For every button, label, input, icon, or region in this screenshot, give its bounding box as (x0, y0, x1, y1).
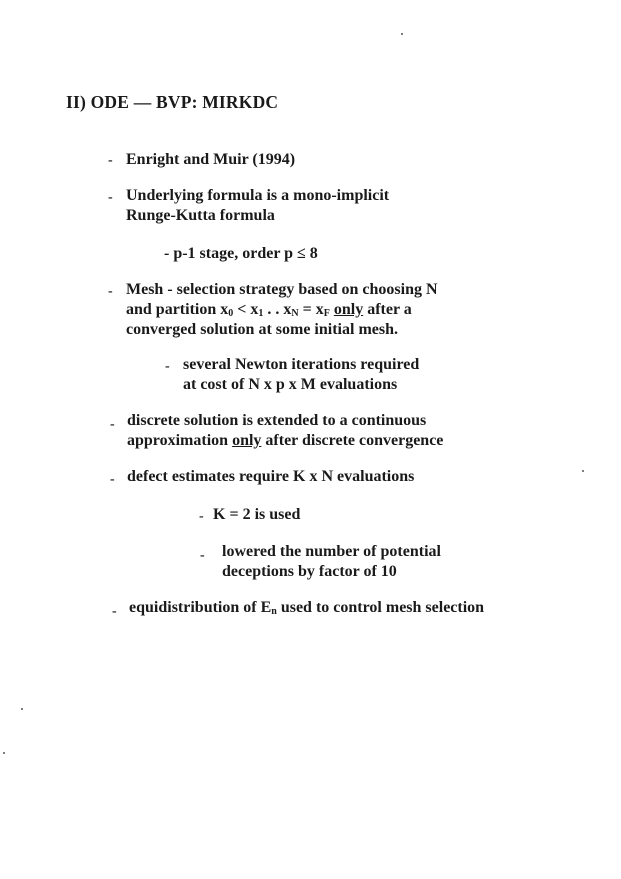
page-title: II) ODE — BVP: MIRKDC (66, 92, 279, 112)
scan-speck (21, 708, 23, 710)
bullet-dash: - (108, 284, 113, 299)
bullet-dash: - (110, 417, 115, 432)
scan-speck (3, 752, 5, 754)
subscript-n: N (291, 308, 299, 319)
scan-speck (582, 470, 584, 472)
mesh-text-e: after a (363, 301, 412, 318)
bullet-discrete-solution-line1: discrete solution is extended to a continuous (127, 412, 427, 429)
sub-bullet-k-equals-2: K = 2 is used (213, 506, 301, 523)
bullet-underlying-formula-line2: Runge-Kutta formula (126, 207, 275, 224)
equi-text-b: used to control mesh selection (276, 599, 485, 616)
subscript-f: F (323, 308, 330, 319)
scan-speck (401, 33, 403, 35)
underlined-only: only (232, 432, 262, 449)
bullet-equidistribution (129, 598, 484, 618)
bullet-enright-muir: Enright and Muir (1994) (126, 151, 296, 168)
bullet-mesh-line3: converged solution at some initial mesh. (126, 321, 398, 338)
sub-bullet-lowered-line1: lowered the number of potential (222, 543, 441, 560)
bullet-discrete-solution-line2 (127, 431, 443, 451)
mesh-text-a: and partition x (126, 301, 229, 318)
approx-text-a: approximation (127, 432, 233, 449)
approx-text-b: after discrete convergence (261, 432, 444, 449)
bullet-mesh-line1: Mesh - selection strategy based on choosing N (126, 281, 438, 298)
subscript-0: 0 (228, 308, 234, 319)
sub-bullet-dash: - (200, 548, 205, 563)
mesh-text-d: = x (298, 301, 324, 318)
subscript-1: 1 (258, 308, 264, 319)
bullet-dash: - (108, 190, 113, 205)
mesh-text-b: < x (233, 301, 259, 318)
sub-bullet-dash: - (165, 359, 170, 374)
sub-bullet-stage-order: - p-1 stage, order p ≤ 8 (164, 245, 318, 262)
mesh-text-c: . . x (263, 301, 292, 318)
sub-bullet-newton-line1: several Newton iterations required (183, 356, 420, 373)
bullet-mesh-line2 (126, 300, 412, 320)
bullet-defect-estimates: defect estimates require K x N evaluations (127, 468, 415, 485)
equi-text-a: equidistribution of E (129, 599, 272, 616)
bullet-dash: - (108, 153, 113, 168)
sub-bullet-dash: - (199, 509, 204, 524)
bullet-underlying-formula-line1: Underlying formula is a mono-implicit (126, 187, 390, 204)
sub-bullet-newton-line2: at cost of N x p x M evaluations (183, 376, 398, 393)
underlined-only: only (333, 301, 364, 318)
subscript-n-lower: n (271, 606, 277, 617)
bullet-dash: - (110, 472, 115, 487)
bullet-dash: - (112, 604, 117, 619)
sub-bullet-lowered-line2: deceptions by factor of 10 (222, 563, 397, 580)
